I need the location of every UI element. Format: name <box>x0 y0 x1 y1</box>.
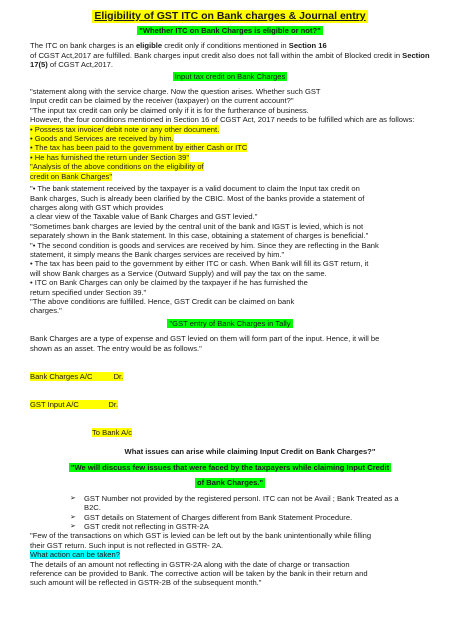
analysis-line: charges along with GST which provides <box>30 202 164 212</box>
title-row <box>30 10 430 23</box>
analysis-line: a clear view of the Taxable value of Bank Charges and GST levied." <box>30 212 258 222</box>
intro-bold-eligible: eligible <box>135 41 163 51</box>
action-heading: What action can be taken? <box>30 550 120 560</box>
issue-item: ➢ GST details on Statement of Charges different from Bank Statement Procedure. <box>70 513 430 522</box>
analysis-heading: "Analysis of the above conditions on the eligibility of <box>30 162 204 172</box>
document-title: Eligibility of GST ITC on Bank charges & Journal entry <box>94 10 366 22</box>
journal-line-gst-input: GST Input A/C Dr. <box>30 400 119 410</box>
intro-paragraph <box>30 41 430 69</box>
analysis-body <box>30 184 430 316</box>
issue-item: ➢ GST Number not provided by the registered personI. ITC can not be Avail ; Bank Treated as a <box>70 494 430 503</box>
transactions-line: "Few of the transactions on which GST is levied can be left out by the bank unintentionally while filling <box>30 531 372 541</box>
analysis-line: "Sometimes bank charges are levied by the central unit of the bank and IGST is levied, which is not <box>30 221 364 231</box>
analysis-line: separately shown in the Bank statement. In this case, obtaining a statement of charges is beneficial." <box>30 231 369 241</box>
action-line: such amount will be reflected in GSTR-2B of the subsequent month." <box>30 578 262 588</box>
entry-heading-row <box>30 319 430 328</box>
condition-item: • Possess tax invoice/ debit note or any other document. <box>30 124 220 134</box>
analysis-line: "• The bank statement received by the taxpayer is a valid document to claim the Input tax credit on <box>30 184 360 194</box>
transactions-line: their GST return. Such input is not reflected in GSTR- 2A. <box>30 540 224 550</box>
intro-bold-section175: Section 17(5) <box>30 50 430 70</box>
action-line: reference can be provided to Bank. The corrective action will be taken by the bank in their return and <box>30 568 368 578</box>
conditions-list <box>30 125 430 181</box>
gst-entry-heading: "GST entry of Bank Charges in Tally <box>169 318 291 328</box>
analysis-line: statement, it simply means the Bank charges services are received by him." <box>30 249 285 259</box>
condition-item: • He has furnished the return under Section 39" <box>30 152 190 162</box>
input-heading-row <box>30 72 430 81</box>
discuss-heading-2: of Bank Charges." <box>196 478 264 488</box>
analysis-line: charges." <box>30 306 62 316</box>
entry-para-line: shown as an asset. The entry would be as follows." <box>30 343 202 353</box>
action-line: The details of an amount not reflecting in GSTR-2A along with the date of charge or transaction <box>30 559 350 569</box>
discuss-row-2 <box>30 478 430 487</box>
discuss-heading: "We will discuss few issues that were faced by the taxpayers while claiming Input Credit <box>70 462 390 472</box>
analysis-line: "The above conditions are fulfilled. Hence, GST Credit can be claimed on bank <box>30 296 295 306</box>
statement-line: However, the four conditions mentioned in Section 16 of CGST Act, 2017 needs to be fulfilled which are as follows: <box>30 115 415 125</box>
question-row <box>30 26 430 35</box>
statement-line: "The input tax credit can only be claimed only if it is for the furtherance of business. <box>30 105 309 115</box>
condition-item: • The tax has been paid to the government by either Cash or ITC <box>30 143 248 153</box>
statement-line: "statement along with the service charge. Now the question arises. Whether such GST <box>30 87 321 97</box>
statement-line: Input credit can be claimed by the receiver (taxpayer) on the current account?" <box>30 96 294 106</box>
intro-text: of CGST Act,2017 are fulfilled. Bank charges input credit also does not fall within the ambit of Blocked credit in <box>30 50 403 60</box>
input-tax-credit-heading: Input tax credit on Bank Charges <box>174 71 286 81</box>
entry-para-line: Bank Charges are a type of expense and GST levied on them will form part of the input. Hence, it will be <box>30 334 380 344</box>
issues-list <box>30 494 430 532</box>
issue-item: ➢ GST credit not reflecting in GSTR-2A <box>70 522 430 531</box>
issues-question-row <box>30 447 430 456</box>
discuss-row <box>30 463 430 472</box>
analysis-line: "• The second condition is goods and services are received by him. Since they are reflecting in the Bank <box>30 240 379 250</box>
intro-text: of CGST Act,2017. <box>47 60 114 70</box>
intro-text: The ITC on bank charges is an <box>30 41 136 51</box>
journal-line-bank-charges: Bank Charges A/C Dr. <box>30 371 124 381</box>
intro-text: credit only if conditions mentioned in <box>162 41 289 51</box>
analysis-heading: credit on Bank Charges" <box>30 171 113 181</box>
analysis-line: return specified under Section 39." <box>30 287 147 297</box>
analysis-line: • The tax has been paid to the government by either ITC or cash. When Bank will fill its GST return, it <box>30 259 369 269</box>
issue-item-continuation: B2C. <box>84 503 101 513</box>
condition-item: • Goods and Services are received by him. <box>30 134 174 144</box>
analysis-line: Bank charges, Such is already been clarified by the CBIC. Most of the banks provide a statement of <box>30 193 365 203</box>
journal-entry <box>30 353 430 456</box>
analysis-line: • ITC on Bank Charges can only be claimed by the taxpayer if he has furnished the <box>30 278 308 288</box>
question-heading: "Whether ITC on Bank Charges is eligible or not?" <box>139 26 321 35</box>
issues-question: What issues can arise while claiming Input Credit on Bank Charges?" <box>124 447 376 457</box>
journal-line-to-bank: To Bank A/c <box>92 428 133 438</box>
analysis-line: will show Bank charges as a Service (Outward Supply) and will pay the tax on the same. <box>30 268 327 278</box>
intro-bold-section16: Section 16 <box>288 41 327 51</box>
